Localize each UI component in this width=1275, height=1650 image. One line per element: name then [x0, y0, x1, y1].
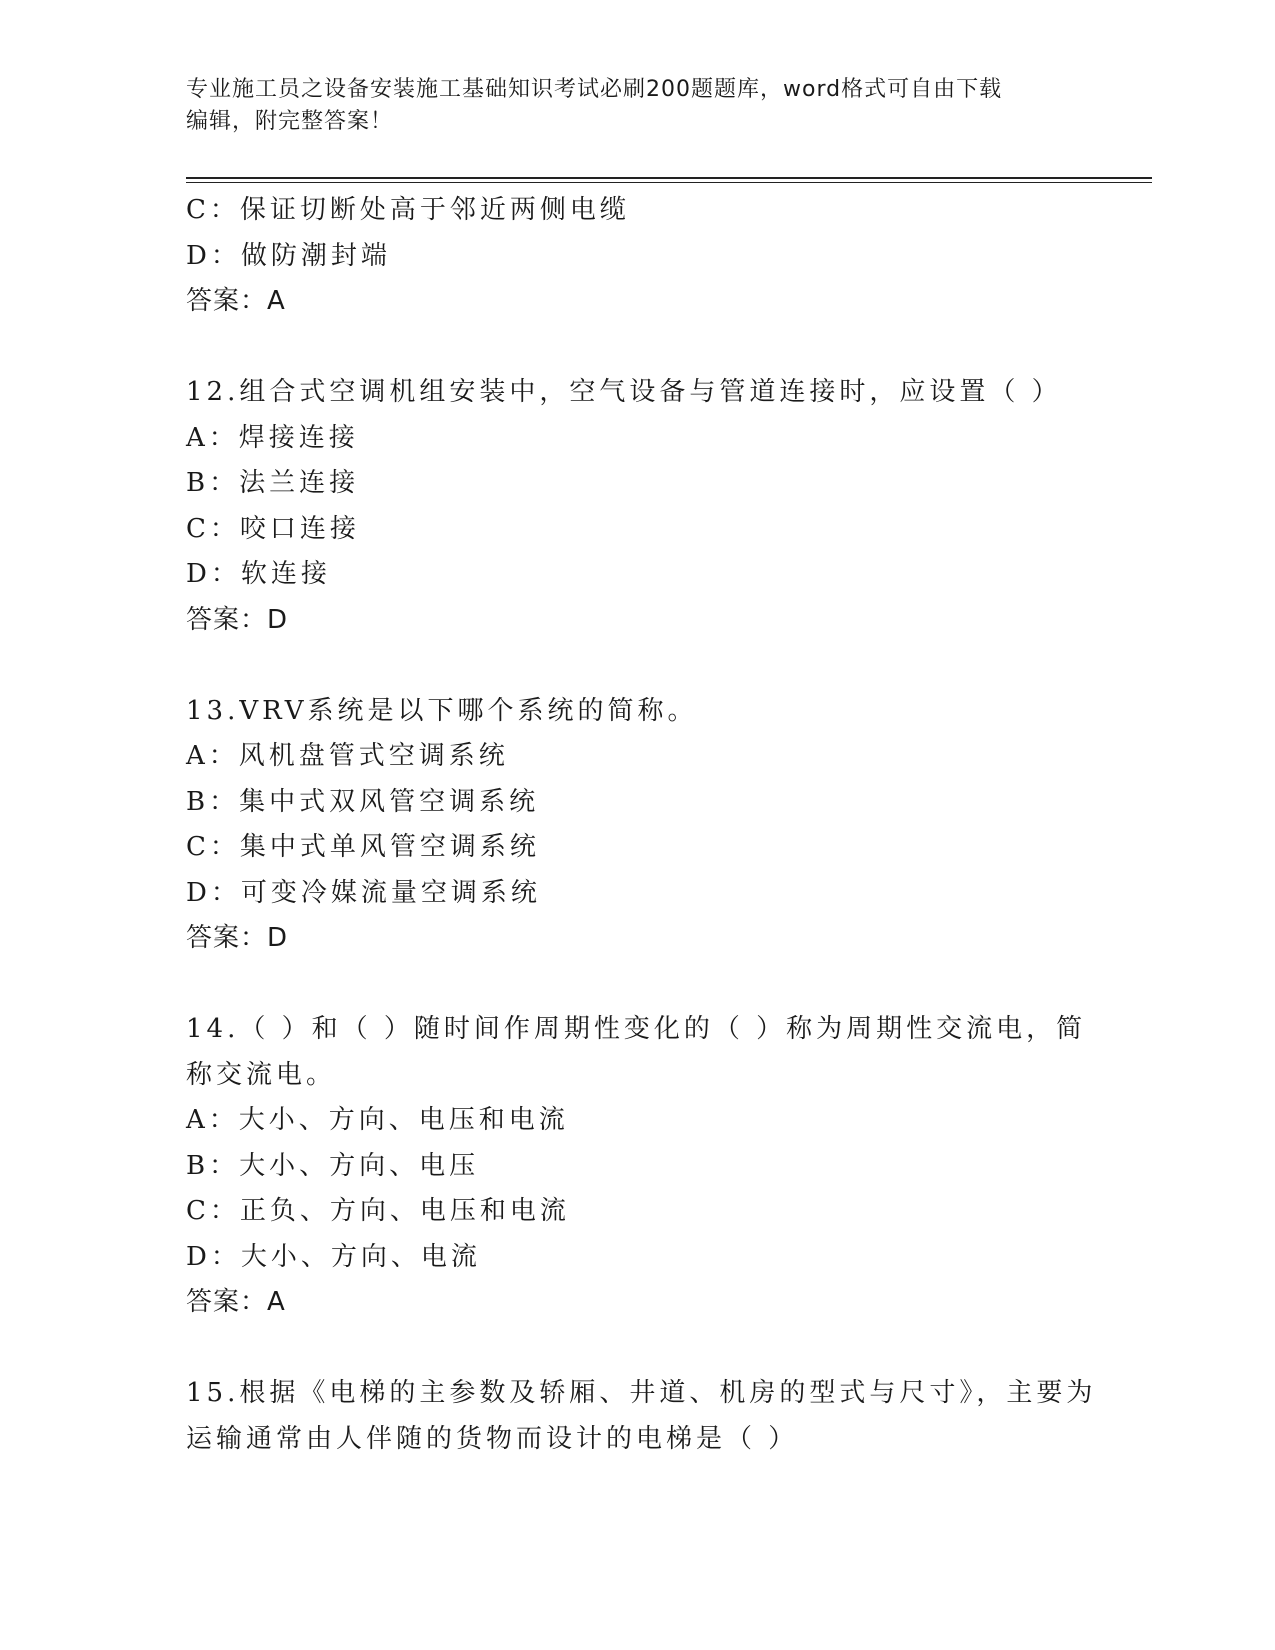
option-d: D：做防潮封端 — [186, 240, 391, 271]
option-b: B：大小、方向、电压 — [186, 1150, 480, 1181]
question-text: 13.VRV系统是以下哪个系统的简称。 — [186, 695, 698, 726]
option-c: C：集中式单风管空调系统 — [186, 832, 540, 862]
option-c: C：咬口连接 — [186, 513, 360, 544]
question-text: 12.组合式空调机组安装中，空气设备与管道连接时，应设置（ ） — [186, 377, 1062, 407]
option-d: D：可变冷媒流量空调系统 — [186, 877, 541, 908]
answer: 答案：A — [186, 286, 286, 316]
question-content — [186, 188, 1136, 1462]
option-b: B：集中式双风管空调系统 — [186, 786, 540, 817]
question-text-line-1: 14.（ ）和（ ）随时间作周期性变化的（ ）称为周期性交流电，简 — [186, 1014, 1087, 1044]
question-12 — [186, 370, 1136, 643]
option-a: A：焊接连接 — [186, 422, 359, 453]
header-divider-thick — [186, 177, 1152, 179]
option-b: B：法兰连接 — [186, 468, 360, 498]
answer: 答案：D — [186, 923, 289, 953]
question-15 — [186, 1371, 1136, 1462]
spacer — [186, 962, 1136, 1008]
option-c: C：正负、方向、电压和电流 — [186, 1196, 570, 1226]
spacer — [186, 643, 1136, 689]
question-text-line-1: 15.根据《电梯的主参数及轿厢、井道、机房的型式与尺寸》，主要为 — [186, 1378, 1097, 1408]
spacer — [186, 325, 1136, 371]
question-11-continued — [186, 188, 1136, 325]
header-line-1: 专业施工员之设备安装施工基础知识考试必刷200题题库，word格式可自由下载 — [186, 77, 1003, 102]
question-text-line-2: 称交流电。 — [186, 1059, 337, 1090]
header-divider-thin — [186, 182, 1152, 183]
option-a: A：大小、方向、电压和电流 — [186, 1105, 569, 1135]
spacer — [186, 1326, 1136, 1372]
question-13 — [186, 689, 1136, 962]
option-c: C：保证切断处高于邻近两侧电缆 — [186, 195, 630, 225]
answer: 答案：D — [186, 604, 289, 635]
question-text-line-2: 运输通常由人伴随的货物而设计的电梯是（ ） — [186, 1423, 799, 1454]
option-d: D：软连接 — [186, 559, 331, 589]
answer: 答案：A — [186, 1287, 286, 1317]
option-d: D：大小、方向、电流 — [186, 1241, 481, 1272]
question-14 — [186, 1007, 1136, 1326]
header-line-2: 编辑，附完整答案！ — [186, 109, 394, 134]
option-a: A：风机盘管式空调系统 — [186, 741, 509, 771]
document-header — [186, 74, 1086, 138]
